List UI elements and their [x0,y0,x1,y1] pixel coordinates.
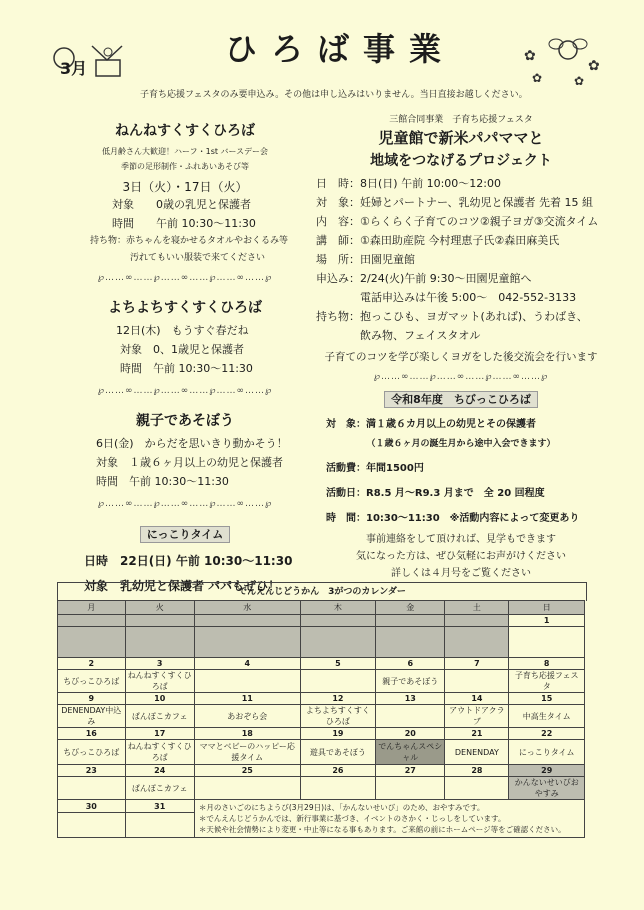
divider-decoration: ℘……∞……℘……∞……℘……∞……℘ [97,499,273,509]
calendar-num-row [58,615,585,627]
nikkori-date: 日時 22日(日) 午前 10:30～11:30 [84,554,293,568]
festa-closing: 子育てのコツを学び楽しくヨガをした後交流会を行います [324,351,598,363]
event-cell [445,627,509,658]
calendar-header-row [58,601,585,615]
event-cell: ぱんぽこカフェ [125,777,194,800]
event-cell: 遊具であそぼう [300,740,376,765]
event-cell [300,627,376,658]
svg-text:✿: ✿ [532,71,543,85]
date-cell: 27 [376,765,445,777]
date-cell [445,615,509,627]
calendar-event-row [58,777,585,800]
date-cell: 28 [445,765,509,777]
event-cell [445,670,509,693]
day-header: 火 [125,601,194,615]
date-cell: 23 [58,765,126,777]
date-cell: 25 [194,765,300,777]
calendar-table [57,600,585,838]
event-cell: 子育ち応援フェスタ [509,670,585,693]
yochi-date: 12日(木) もうすぐ春だね [116,324,249,337]
event-cell: 中高生タイム [509,705,585,728]
date-cell: 17 [125,728,194,740]
festa-row: 対 象：妊婦とパートナー、乳幼児と保護者 先着 15 組 [316,196,594,209]
divider-decoration: ℘……∞……℘……∞……℘……∞……℘ [97,273,273,283]
calendar-event-row [58,627,585,658]
nikkori-title: にっこりタイム [140,526,231,543]
event-cell [376,777,445,800]
svg-text:✿: ✿ [588,58,600,74]
festa-row: 飲み物、フェイスタオル [316,329,481,342]
festa-row: 申込み：2/24(火)午前 9:30～田園児童館へ [316,272,532,285]
calendar-title: でんえんじどうかん 3がつのカレンダー [57,582,587,601]
event-cell: ちびっこひろば [58,670,126,693]
chibikko-note3: 詳しくは４月号をご覧ください [391,568,531,579]
date-cell: 24 [125,765,194,777]
festa-row: 場 所：田園児童館 [316,253,415,266]
day-header: 水 [194,601,300,615]
date-cell: 31 [125,800,194,813]
calendar-num-row [58,658,585,670]
festa-row: 持ち物：抱っこひも、ヨガマット(あれば)、うわばき、 [316,310,588,323]
event-cell: でんちゃんスペシャル [376,740,445,765]
event-cell: 親子であそぼう [376,670,445,693]
right-column [316,112,606,579]
yochi-time: 時間 午前 10:30～11:30 [120,362,253,375]
calendar-num-row [58,728,585,740]
event-cell: ぱんぽこカフェ [125,705,194,728]
nenne-bring2: 汚れてもいい服装で来てください [130,253,266,263]
svg-text:✿: ✿ [524,48,536,64]
date-cell: 3 [125,658,194,670]
festa-pre: 三館合同事業 子育ち応援フェスタ [389,115,533,125]
nenne-date: 3日（火）・17日（火） [122,180,248,194]
event-cell [58,813,126,838]
date-cell: 11 [194,693,300,705]
date-cell: 18 [194,728,300,740]
date-cell: 2 [58,658,126,670]
date-cell: 6 [376,658,445,670]
divider-decoration: ℘……∞……℘……∞……℘……∞……℘ [373,372,549,382]
yochi-title: よちよちすくすくひろば [108,300,262,316]
calendar-note: ＊月のさいごのにちようび(3月29日)は、「かんないせいび」のため、おやすみです。 [198,803,485,812]
svg-text:✿: ✿ [574,74,585,88]
day-header: 金 [376,601,445,615]
chibikko-target-note: （１歳６ヶ月の誕生月から途中入会できます） [366,439,556,449]
chibikko-target: 対 象：満１歳６カ月以上の幼児とその保護者 [326,419,536,430]
left-column [60,110,310,594]
chibikko-title: 令和8年度 ちびっこひろば [384,391,538,408]
chibikko-days: 活動日：R8.5 月～R9.3 月まで 全 20 回程度 [326,488,545,499]
nenne-target: 対象 0歳の乳児と保護者 [112,198,251,211]
calendar-notes [194,800,584,838]
event-cell [194,670,300,693]
date-cell: 1 [509,615,585,627]
date-cell [58,615,126,627]
nenne-sub1: 低月齢さん大歓迎！ハーフ・1st バースデー会 [102,147,268,156]
calendar-num-row [58,800,585,813]
divider-decoration: ℘……∞……℘……∞……℘……∞……℘ [97,386,273,396]
festa-details [316,174,606,345]
date-cell: 20 [376,728,445,740]
date-cell: 19 [300,728,376,740]
event-cell [125,813,194,838]
festa-row: 内 容：①らくらく子育てのコツ②親子ヨガ③交流タイム [316,215,599,228]
date-cell: 12 [300,693,376,705]
calendar-event-row [58,740,585,765]
month-label: 3月 [60,59,88,78]
calendar-event-row [58,670,585,693]
date-cell: 13 [376,693,445,705]
calendar-note: ＊でんえんじどうかんでは、新行事業に基づき、イベントのさかく・じっしをしています。 [198,814,506,823]
page-title: ひろば事業 [224,30,455,68]
nenne-title: ねんねすくすくひろば [115,123,255,139]
date-cell: 16 [58,728,126,740]
calendar-event-row [58,705,585,728]
nenne-sub2: 季節の足形制作・ふれあいあそび等 [121,162,249,171]
notice-text: 子育ち応援フェスタのみ要申込み。その他は申し込みはいりません。当日直接お越しください。 [140,90,528,100]
nenne-time: 時間 午前 10:30～11:30 [112,217,256,230]
chibikko-fee: 活動費：年間1500円 [326,463,424,474]
date-cell: 8 [509,658,585,670]
day-header: 土 [445,601,509,615]
event-cell [194,777,300,800]
event-cell [125,627,194,658]
festa-row: 講 師：①森田助産院 今村理恵子氏②森田麻美氏 [316,234,560,247]
bee-flower-icon [520,30,610,90]
date-cell: 14 [445,693,509,705]
date-cell: 10 [125,693,194,705]
event-cell [58,777,126,800]
date-cell [300,615,376,627]
event-cell [445,777,509,800]
calendar-num-row [58,765,585,777]
oyako-date: 6日(金) からだを思いきり動かそう！ [96,437,288,450]
date-cell: 22 [509,728,585,740]
event-cell: DENENDAY [445,740,509,765]
date-cell: 9 [58,693,126,705]
date-cell: 7 [445,658,509,670]
date-cell: 4 [194,658,300,670]
day-header: 月 [58,601,126,615]
event-cell: にっこりタイム [509,740,585,765]
date-cell: 29 [509,765,585,777]
festa-row: 電話申込みは午後 5:00～ 042-552-3133 [316,291,577,304]
event-cell [509,627,585,658]
date-cell: 15 [509,693,585,705]
day-header: 木 [300,601,376,615]
date-cell [376,615,445,627]
date-cell [125,615,194,627]
date-cell: 5 [300,658,376,670]
chibikko-note1: 事前連絡をして頂ければ、見学もできます [366,534,556,545]
oyako-title: 親子であそぼう [136,413,234,429]
date-cell [194,615,300,627]
calendar-num-row [58,693,585,705]
event-cell: ママとベビーのハッピー応援タイム [194,740,300,765]
date-cell: 26 [300,765,376,777]
event-cell: ねんねすくすくひろば [125,670,194,693]
event-cell [300,777,376,800]
event-cell: アウトドアクラブ [445,705,509,728]
festa-title-1: 児童館で新米パパママと [378,129,544,147]
chibikko-time: 時 間：10:30～11:30 ※活動内容によって変更あり [326,513,580,524]
date-cell: 21 [445,728,509,740]
oyako-target: 対象 １歳６ヶ月以上の幼児と保護者 [96,456,283,469]
event-cell [300,670,376,693]
event-cell: DENENDAY中込み [58,705,126,728]
nikkori-target: 対象 乳幼児と保護者 パパもぜひ！ [84,579,281,593]
event-cell [194,627,300,658]
event-cell [58,627,126,658]
event-cell: よちよちすくすくひろば [300,705,376,728]
event-cell [376,705,445,728]
festa-row: 日 時：8日(日) 午前 10:00～12:00 [316,177,501,190]
event-cell: あおぞら会 [194,705,300,728]
day-header: 日 [509,601,585,615]
event-cell: ちびっこひろば [58,740,126,765]
event-cell [376,627,445,658]
festa-title-2: 地域をつなげるプロジェクト [370,153,552,169]
calendar-note: ＊天候や社会情勢により変更・中止等になる事もあります。ご来館の前にホームページ等をご確認ください。 [198,825,566,834]
nenne-bring1: 持ち物：赤ちゃんを寝かせるタオルやおくるみ等 [90,236,289,246]
event-cell: かんないせいびおやすみ [509,777,585,800]
yochi-target: 対象 0、1歳児と保護者 [120,343,244,356]
oyako-time: 時間 午前 10:30～11:30 [96,475,229,488]
date-cell: 30 [58,800,126,813]
event-cell: ねんねすくすくひろば [125,740,194,765]
chibikko-note2: 気になった方は、ぜひ気軽にお声がけください [356,551,566,562]
